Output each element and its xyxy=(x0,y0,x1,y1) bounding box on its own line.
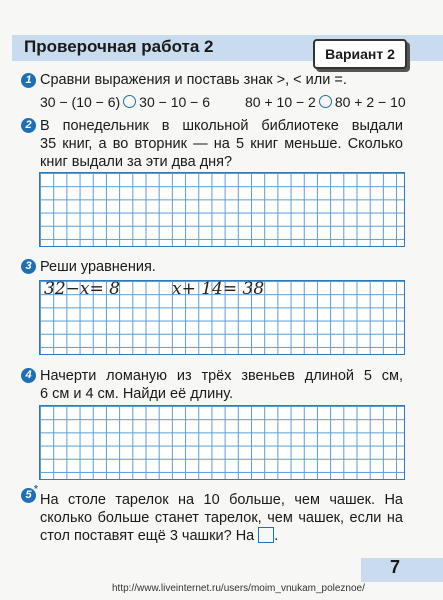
task-1-expr-d: 80 + 2 − 10 xyxy=(334,94,406,110)
task-5-line-2: сколько больше станет тарелок, чем чашек, если на xyxy=(40,510,403,526)
task-2-answer-grid[interactable] xyxy=(39,172,405,247)
task-3-text: Реши уравнения. xyxy=(40,259,156,275)
page-number: 7 xyxy=(390,557,401,577)
task-1-expr-a: 30 − (10 − 6) xyxy=(40,94,121,110)
task-2-line-2: 35 книг, а во вторник — на 5 книг меньше. Сколько xyxy=(40,136,403,152)
task-5-star-icon: * xyxy=(34,484,38,495)
task-2-line-1: В понедельник в школьной библиотеке выдали xyxy=(40,118,403,134)
task-1-badge: 1 xyxy=(21,73,36,88)
page-number-tab xyxy=(361,558,443,582)
task-3-badge: 3 xyxy=(21,259,36,274)
task-1-answer-circle-2[interactable] xyxy=(319,95,332,108)
task-1-comparison-right xyxy=(245,94,406,110)
task-1-answer-circle-1[interactable] xyxy=(123,95,136,108)
task-5-line-1: На столе тарелок на 10 больше, чем чашек. На xyxy=(40,492,403,508)
equation-1: 32−x= 8 xyxy=(44,279,120,299)
task-1-expr-b: 30 − 10 − 6 xyxy=(139,94,211,110)
task-5-line-3: стол поставят ещё 3 чашки? На . xyxy=(40,528,279,544)
task-1-expr-c: 80 + 10 − 2 xyxy=(245,94,316,110)
task-4-line-2: 6 см и 4 см. Найди её длину. xyxy=(40,386,234,402)
task-2-badge: 2 xyxy=(21,118,36,133)
task-4-badge: 4 xyxy=(21,368,36,383)
task-4-line-1: Начерти ломаную из трёх звеньев длиной 5 см, xyxy=(40,368,403,384)
page-title: Проверочная работа 2 xyxy=(24,37,214,56)
variant-label: Вариант 2 xyxy=(313,39,407,69)
task-4-answer-grid[interactable] xyxy=(39,405,405,480)
task-5-answer-box[interactable] xyxy=(258,527,274,543)
task-2-line-3: книг выдали за эти два дня? xyxy=(40,154,233,170)
source-url: http://www.liveinternet.ru/users/moim_vnukam_poleznoe/ xyxy=(112,583,365,594)
task-5-line-3-text: стол поставят ещё 3 чашки? На xyxy=(40,528,255,544)
task-5-badge: 5 xyxy=(21,488,36,503)
task-1-text: Сравни выражения и поставь знак >, < или =. xyxy=(40,72,347,88)
task-1-comparison-left xyxy=(40,94,210,110)
equation-2: x+ 14= 38 xyxy=(172,279,265,299)
